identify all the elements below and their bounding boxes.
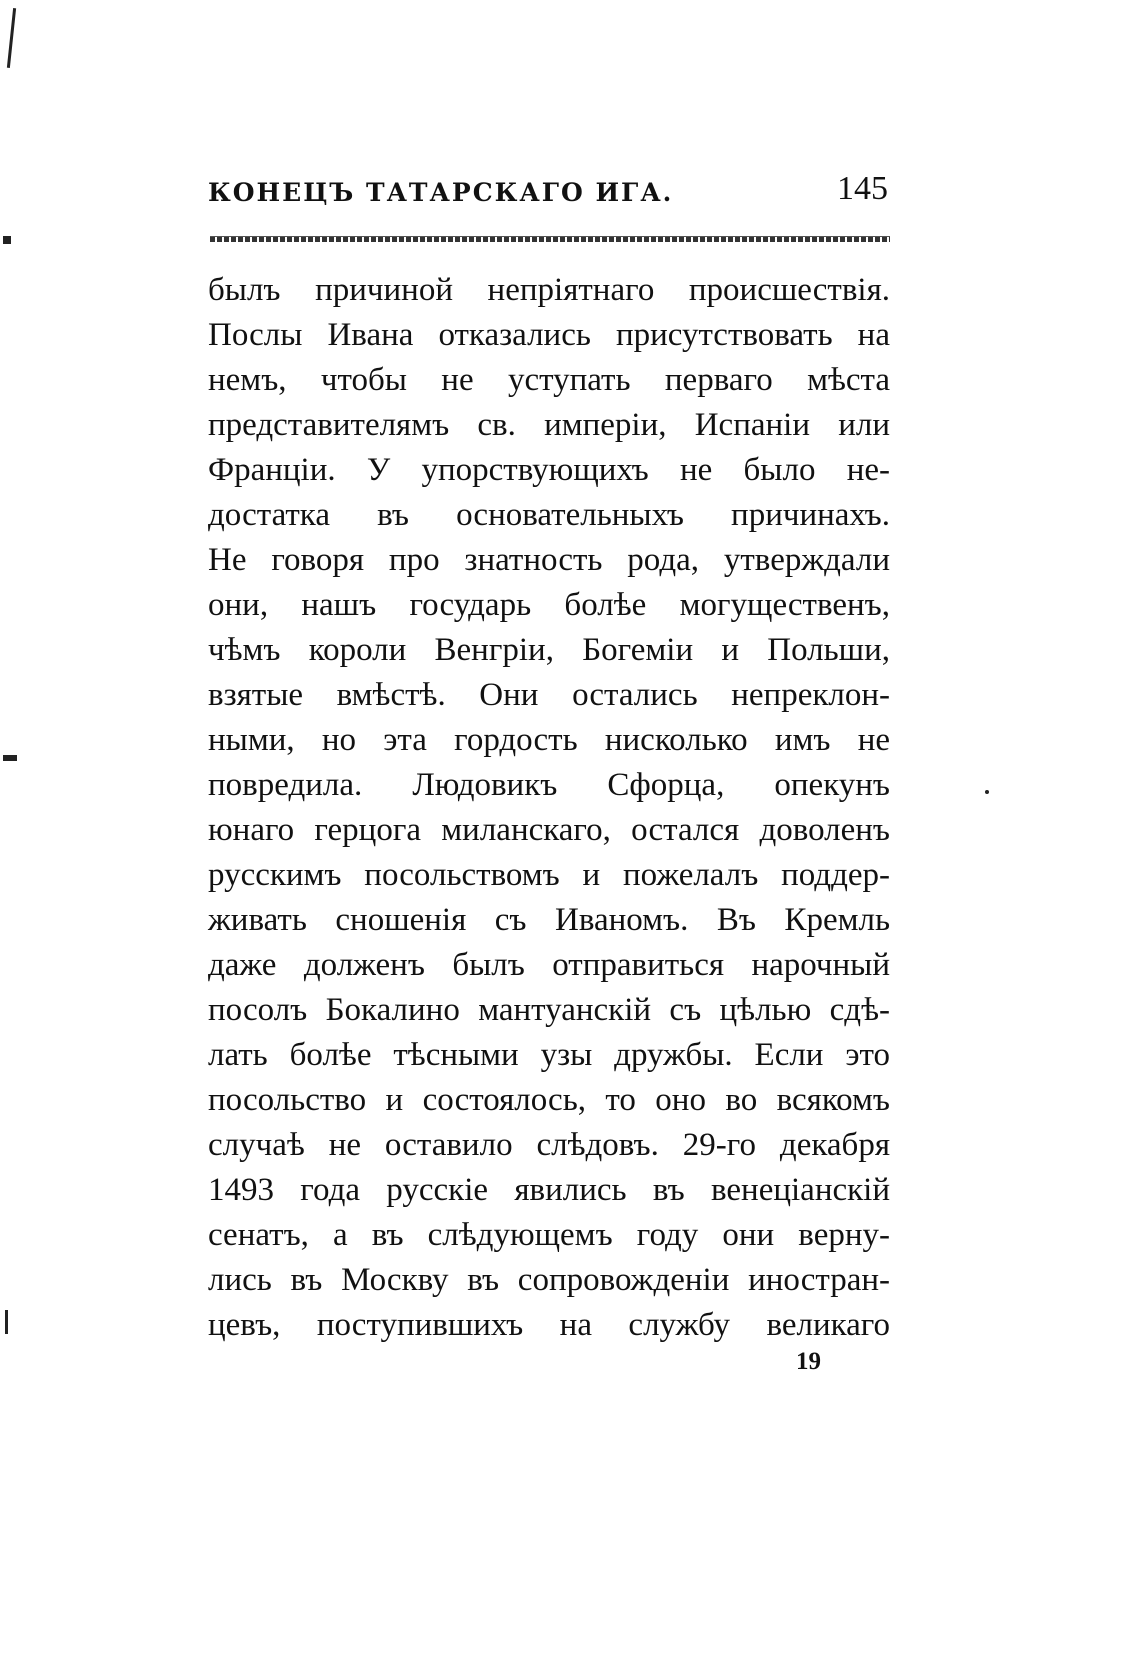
text-line: они, нашъ государь болѣе могущественъ, bbox=[208, 587, 890, 623]
text-line: повредила. Людовикъ Сфорца, опекунъ bbox=[208, 767, 890, 803]
text-line: лать болѣе тѣсными узы дружбы. Если это bbox=[208, 1037, 890, 1073]
header-rule bbox=[210, 236, 890, 242]
body-text bbox=[208, 268, 890, 1348]
text-line: даже долженъ былъ отправиться нарочный bbox=[208, 947, 890, 983]
text-line: Послы Ивана отказались присутствовать на bbox=[208, 317, 890, 353]
text-line: Не говоря про знатность рода, утверждали bbox=[208, 542, 890, 578]
text-line: взятые вмѣстѣ. Они остались непреклон- bbox=[208, 677, 890, 713]
text-line: посольство и состоялось, то оно во всякомъ bbox=[208, 1082, 890, 1118]
running-title: КОНЕЦЪ ТАТАРСКАГО ИГА. bbox=[208, 178, 674, 207]
text-line: случаѣ не оставило слѣдовъ. 29-го декабря bbox=[208, 1127, 890, 1163]
text-line: цевъ, поступившихъ на службу великаго bbox=[208, 1307, 890, 1343]
text-line: юнаго герцога миланскаго, остался доволенъ bbox=[208, 812, 890, 848]
text-line: 1493 года русскіе явились въ венеціанскій bbox=[208, 1172, 890, 1208]
text-line: лись въ Москву въ сопровожденіи иностран- bbox=[208, 1262, 890, 1298]
margin-tick-mark bbox=[3, 755, 17, 761]
margin-tick-mark bbox=[3, 236, 11, 244]
text-line: живать сношенія съ Иваномъ. Въ Кремль bbox=[208, 902, 890, 938]
text-line: былъ причиной непріятнаго происшествія. bbox=[208, 272, 890, 308]
text-line: чѣмъ короли Венгріи, Богеміи и Польши, bbox=[208, 632, 890, 668]
speck-mark bbox=[985, 790, 989, 794]
page-number: 145 bbox=[837, 170, 888, 207]
text-line: ными, но эта гордость нисколько имъ не bbox=[208, 722, 890, 758]
text-line: немъ, чтобы не уступать перваго мѣста bbox=[208, 362, 890, 398]
text-line: Франціи. У упорствующихъ не было не- bbox=[208, 452, 890, 488]
text-line: посолъ Бокалино мантуанскій съ цѣлью сдѣ- bbox=[208, 992, 890, 1028]
text-line: сенатъ, а въ слѣдующемъ году они верну- bbox=[208, 1217, 890, 1253]
margin-pen-mark bbox=[7, 8, 16, 68]
signature-mark: 19 bbox=[796, 1348, 821, 1375]
page-header bbox=[208, 170, 888, 220]
text-line: достатка въ основательныхъ причинахъ. bbox=[208, 497, 890, 533]
margin-tick-mark bbox=[5, 1310, 8, 1334]
text-line: русскимъ посольствомъ и пожелалъ поддер- bbox=[208, 857, 890, 893]
text-line: представителямъ св. имперіи, Испаніи или bbox=[208, 407, 890, 443]
